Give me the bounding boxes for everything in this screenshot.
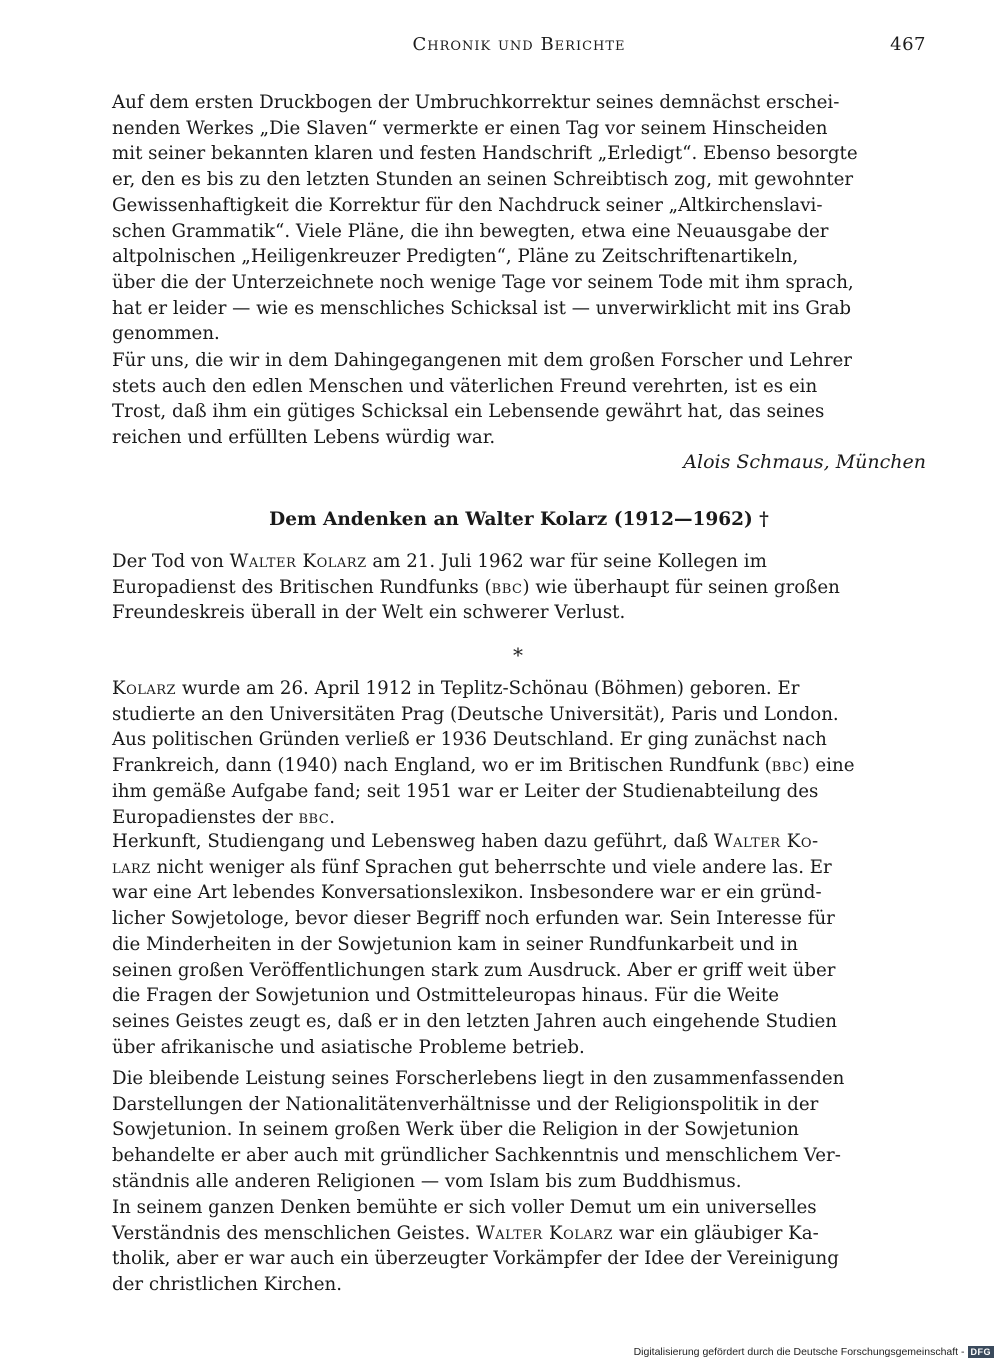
intro-paragraph	[112, 549, 926, 626]
legacy-paragraph	[112, 1066, 926, 1195]
page-number: 467	[890, 34, 926, 55]
text-run: Europadienstes der	[112, 806, 299, 828]
abbreviation: bbc	[771, 755, 803, 777]
text-line: behandelte er aber auch mit gründlicher Sachkenntnis und menschlichem Ver-	[112, 1145, 841, 1167]
text-run: Frankreich, dann (1940) nach England, wo er im Britischen Rundfunk (	[112, 755, 772, 777]
text-line: Darstellungen der Nationalitätenverhältnisse und der Religionspolitik in der	[112, 1093, 819, 1115]
text-line: über afrikanische und asiatische Probleme betrieb.	[112, 1036, 585, 1058]
text-line: nenden Werkes „Die Slaven“ vermerkte er einen Tag vor seinem Hinscheiden	[112, 117, 828, 139]
text-line: Für uns, die wir in dem Dahingegangenen mit dem großen Forscher und Lehrer	[112, 350, 852, 371]
text-line	[112, 549, 926, 575]
text-line: ständnis alle anderen Religionen — vom Islam bis zum Buddhismus.	[112, 1170, 742, 1192]
text-line: stets auch den edlen Menschen und väterlichen Freund verehrten, ist es ein	[112, 375, 818, 397]
text-line	[112, 676, 926, 702]
abbreviation: bbc	[491, 576, 523, 598]
text-line: hat er leider — wie es menschliches Schicksal ist — unverwirklicht mit ins Grab	[112, 297, 852, 319]
person-name: larz	[112, 856, 151, 878]
person-name: Walter Kolarz	[476, 1222, 614, 1244]
text-line: Gewissenhaftigkeit die Korrektur für den Nachdruck seiner „Altkirchenslavi-	[112, 194, 823, 216]
text-run: Der Tod von	[112, 551, 230, 572]
text-line: Trost, daß ihm ein gütiges Schicksal ein Lebensende gewährt hat, das seines	[112, 401, 825, 423]
text-run: ) eine	[802, 755, 855, 777]
abbreviation: bbc	[298, 806, 330, 828]
text-line	[112, 805, 926, 831]
text-line: mit seiner bekannten klaren und festen Handschrift „Erledigt“. Ebenso besorgte	[112, 143, 858, 165]
dfg-logo: DFG	[968, 1346, 995, 1358]
text-line: tholik, aber er war auch ein überzeugter Vorkämpfer der Idee der Vereinigung	[112, 1248, 839, 1270]
text-line: er, den es bis zu den letzten Stunden an seinen Schreibtisch zog, mit gewohnter	[112, 169, 854, 191]
text-line: seines Geistes zeugt es, daß er in den letzten Jahren auch eingehende Studien	[112, 1010, 838, 1032]
text-line: schen Grammatik“. Viele Pläne, die ihn bewegten, etwa eine Neuausgabe der	[112, 220, 829, 242]
text-run: ) wie überhaupt für seinen großen	[522, 576, 840, 598]
text-run: .	[329, 806, 336, 828]
text-line: die Minderheiten in der Sowjetunion kam in seiner Rundfunkarbeit und in	[112, 933, 798, 955]
asterisk-separator: *	[513, 643, 523, 667]
text-line: In seinem ganzen Denken bemühte er sich voller Demut um ein universelles	[112, 1197, 817, 1218]
text-line: seinen großen Veröffentlichungen stark zum Ausdruck. Aber er griff weit über	[112, 959, 836, 981]
person-name: Walter Ko-	[713, 831, 819, 852]
text-run: am 21. Juli 1962 war für seine Kollegen im	[366, 551, 767, 572]
text-line: altpolnischen „Heiligenkreuzer Predigten“, Pläne zu Zeitschriftenartikeln,	[112, 246, 799, 268]
text-line: genommen.	[112, 323, 220, 345]
text-line	[112, 855, 926, 881]
text-run: Herkunft, Studiengang und Lebensweg haben dazu geführt, daß	[112, 831, 714, 852]
text-line: Freundeskreis überall in der Welt ein schwerer Verlust.	[112, 602, 626, 624]
faith-paragraph	[112, 1195, 926, 1298]
text-line: licher Sowjetologe, bevor dieser Begriff noch erfunden war. Sein Interesse für	[112, 908, 835, 930]
person-name: Kolarz	[112, 678, 177, 699]
article-heading: Dem Andenken an Walter Kolarz (1912—1962) †	[269, 509, 769, 530]
text-line	[112, 575, 926, 601]
text-line	[112, 753, 926, 779]
text-line: Auf dem ersten Druckbogen der Umbruchkorrektur seines demnächst erschei-	[112, 92, 840, 113]
text-line: war eine Art lebendes Konversationslexikon. Insbesondere war er ein gründ-	[112, 882, 822, 904]
text-line	[112, 829, 926, 855]
text-run: nicht weniger als fünf Sprachen gut beherrschte und viele andere las. Er	[150, 856, 832, 878]
text-line: studierte an den Universitäten Prag (Deutsche Universität), Paris und London.	[112, 703, 839, 725]
text-line: Aus politischen Gründen verließ er 1936 Deutschland. Er ging zunächst nach	[112, 729, 827, 751]
biography-paragraph	[112, 676, 926, 830]
text-run: Europadienst des Britischen Rundfunks (	[112, 576, 492, 598]
text-run: war ein gläubiger Ka-	[613, 1222, 819, 1244]
running-title: Chronik und Berichte	[412, 34, 626, 55]
text-line: ihm gemäße Aufgabe fand; seit 1951 war er Leiter der Studienabteilung des	[112, 780, 819, 802]
text-line: reichen und erfüllten Lebens würdig war.	[112, 427, 496, 449]
obituary-paragraph-2	[112, 348, 926, 451]
text-line: über die der Unterzeichnete noch wenige Tage vor seinem Tode mit ihm sprach,	[112, 271, 854, 293]
digitization-footer	[634, 1346, 994, 1358]
footer-text: Digitalisierung gefördert durch die Deutsche Forschungsgemeinschaft -	[633, 1346, 965, 1358]
text-run: Verständnis des menschlichen Geistes.	[112, 1222, 477, 1244]
section-separator	[0, 643, 1000, 667]
text-line: Sowjetunion. In seinem großen Werk über die Religion in der Sowjetunion	[112, 1119, 799, 1141]
text-line: die Fragen der Sowjetunion und Ostmitteleuropas hinaus. Für die Weite	[112, 985, 780, 1007]
background-paragraph	[112, 829, 926, 1060]
text-run: wurde am 26. April 1912 in Teplitz-Schönau (Böhmen) geboren. Er	[176, 678, 800, 699]
text-line: Die bleibende Leistung seines Forscherlebens liegt in den zusammenfassenden	[112, 1068, 845, 1089]
author-signature: Alois Schmaus, München	[683, 451, 926, 473]
text-line	[112, 1221, 926, 1247]
obituary-paragraph-1	[112, 90, 926, 347]
person-name: Walter Kolarz	[229, 551, 367, 572]
text-line: der christlichen Kirchen.	[112, 1274, 342, 1296]
